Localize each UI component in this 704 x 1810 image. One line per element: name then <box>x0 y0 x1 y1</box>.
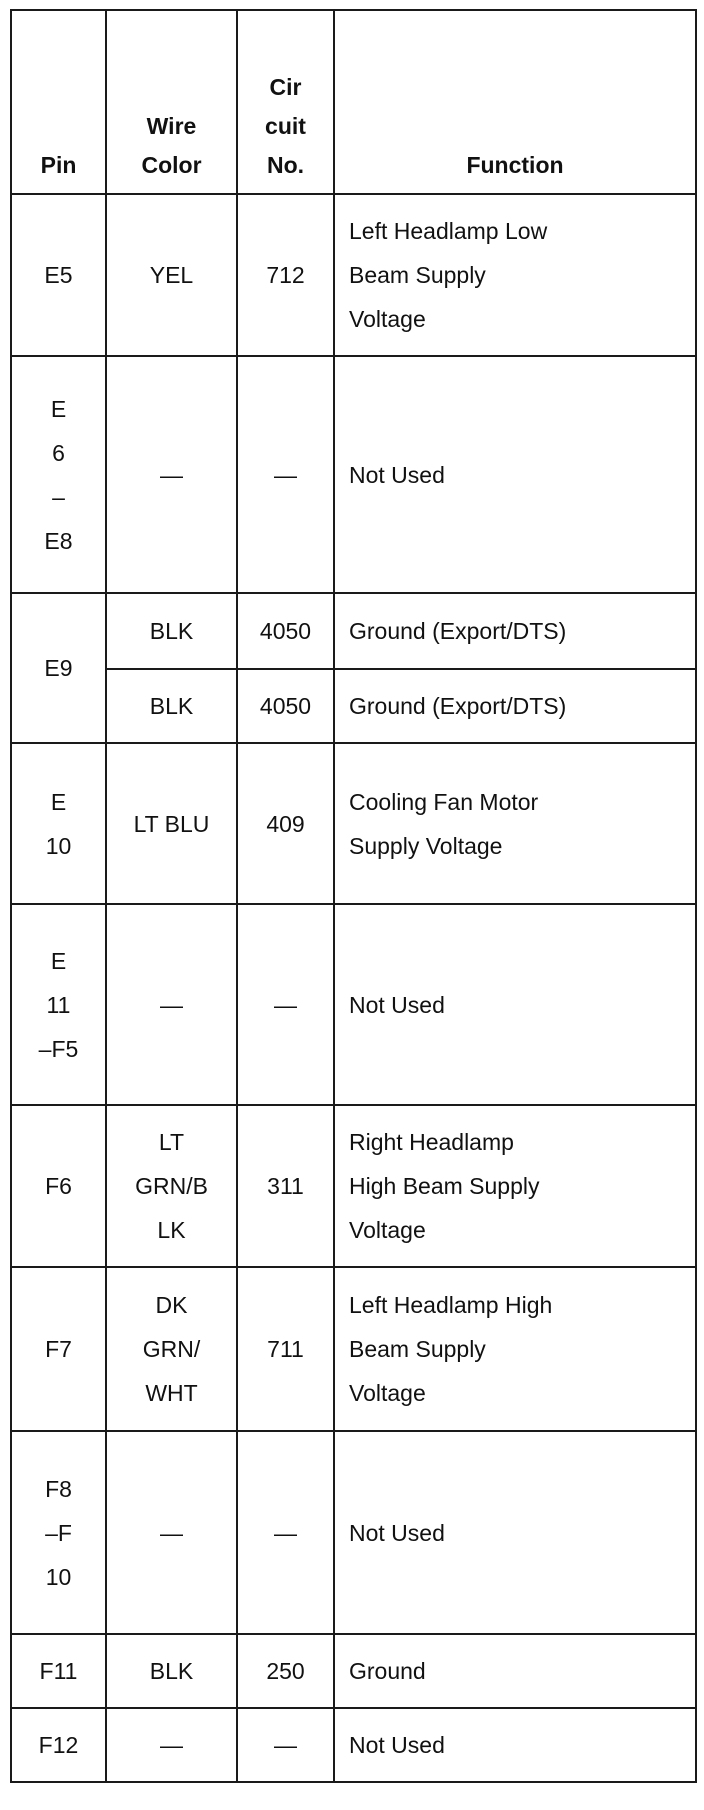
circuit-cell: — <box>237 1708 334 1782</box>
circuit-cell: 4050 <box>237 593 334 669</box>
circuit-cell: 712 <box>237 194 334 356</box>
circuit-cell: — <box>237 356 334 593</box>
function-cell: Cooling Fan Motor Supply Voltage <box>334 743 696 904</box>
pin-cell: F6 <box>11 1105 106 1267</box>
circuit-cell: 409 <box>237 743 334 904</box>
function-cell: Left Headlamp Low Beam Supply Voltage <box>334 194 696 356</box>
function-cell: Ground (Export/DTS) <box>334 593 696 669</box>
circuit-cell: 4050 <box>237 669 334 743</box>
wire-color-cell: — <box>106 1708 237 1782</box>
wire-color-cell: — <box>106 1431 237 1634</box>
pin-cell: E 11 –F5 <box>11 904 106 1105</box>
connector-pinout-table <box>10 9 697 1783</box>
header-circuit-number: Cir cuit No. <box>237 10 334 194</box>
function-cell: Not Used <box>334 904 696 1105</box>
wire-color-cell: DK GRN/ WHT <box>106 1267 237 1431</box>
wire-color-cell: BLK <box>106 593 237 669</box>
function-cell: Not Used <box>334 356 696 593</box>
pin-cell: E5 <box>11 194 106 356</box>
wire-color-cell: YEL <box>106 194 237 356</box>
wire-color-cell: — <box>106 356 237 593</box>
table-row <box>11 1267 696 1431</box>
pin-cell: E 10 <box>11 743 106 904</box>
table-row <box>11 1105 696 1267</box>
header-pin: Pin <box>11 10 106 194</box>
table-row <box>11 669 696 743</box>
function-cell: Right Headlamp High Beam Supply Voltage <box>334 1105 696 1267</box>
circuit-cell: 250 <box>237 1634 334 1708</box>
circuit-cell: 311 <box>237 1105 334 1267</box>
header-wire-color: Wire Color <box>106 10 237 194</box>
table-row <box>11 1708 696 1782</box>
circuit-cell: — <box>237 904 334 1105</box>
function-cell: Not Used <box>334 1708 696 1782</box>
function-cell: Ground <box>334 1634 696 1708</box>
wire-color-cell: — <box>106 904 237 1105</box>
wire-color-cell: LT GRN/B LK <box>106 1105 237 1267</box>
table-row <box>11 904 696 1105</box>
pin-cell: E 6 – E8 <box>11 356 106 593</box>
wire-color-cell: LT BLU <box>106 743 237 904</box>
pin-cell: F11 <box>11 1634 106 1708</box>
table-row <box>11 194 696 356</box>
table-row <box>11 593 696 669</box>
table-row <box>11 1634 696 1708</box>
header-function: Function <box>334 10 696 194</box>
wire-color-cell: BLK <box>106 1634 237 1708</box>
table-row <box>11 743 696 904</box>
pin-cell: F12 <box>11 1708 106 1782</box>
function-cell: Ground (Export/DTS) <box>334 669 696 743</box>
table-row <box>11 356 696 593</box>
table-row <box>11 1431 696 1634</box>
circuit-cell: — <box>237 1431 334 1634</box>
circuit-cell: 711 <box>237 1267 334 1431</box>
pin-cell: F7 <box>11 1267 106 1431</box>
header-row <box>11 10 696 194</box>
pin-cell: F8 –F 10 <box>11 1431 106 1634</box>
wire-color-cell: BLK <box>106 669 237 743</box>
function-cell: Not Used <box>334 1431 696 1634</box>
function-cell: Left Headlamp High Beam Supply Voltage <box>334 1267 696 1431</box>
pin-cell: E9 <box>11 593 106 743</box>
